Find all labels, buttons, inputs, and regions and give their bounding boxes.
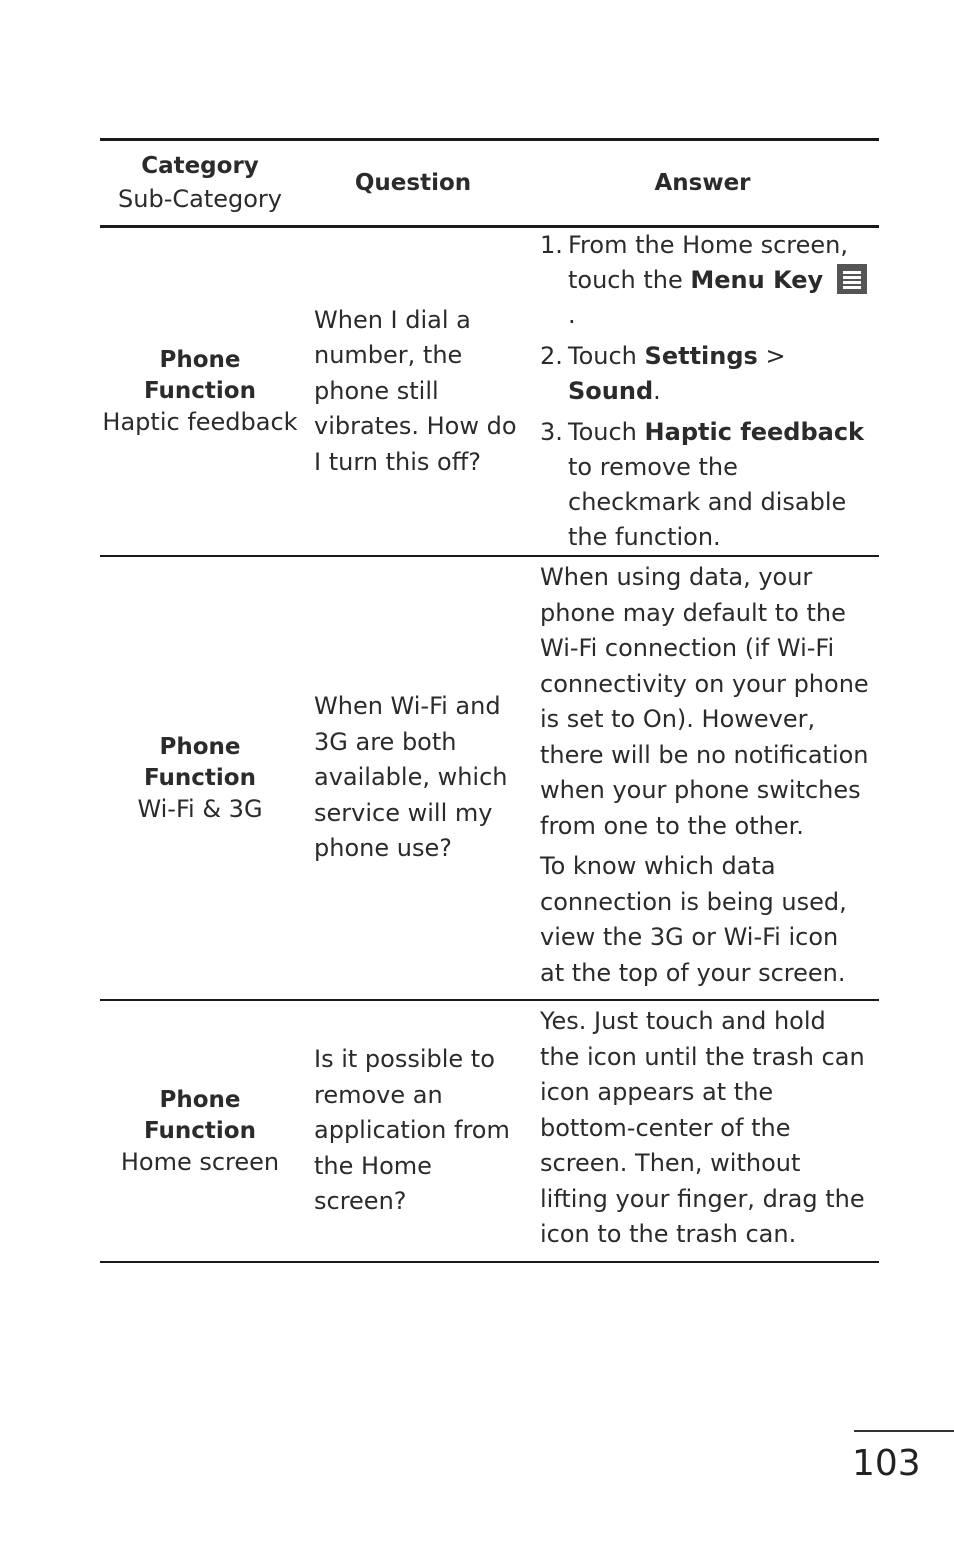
step-bold-term: Menu Key	[690, 266, 824, 294]
category-name: Phone Function	[143, 733, 256, 791]
step-separator: >	[765, 342, 786, 370]
header-category-label: Category	[141, 153, 259, 179]
category-name: Phone Function	[143, 1086, 256, 1144]
table-header	[100, 140, 879, 227]
question-cell: When I dial a number, the phone still vibrates. How do I turn this off?	[314, 305, 517, 476]
step-bold-term: Haptic feedback	[644, 418, 865, 446]
page-number-rule	[854, 1430, 954, 1432]
header-question: Question	[354, 170, 472, 196]
sub-category-name: Haptic feedback	[102, 408, 298, 436]
step-bold-term: Sound	[568, 377, 654, 405]
step-text: Touch	[568, 418, 637, 446]
category-cell	[100, 227, 300, 557]
answer-paragraph: Yes. Just touch and hold the icon until the trash can icon appears at the bottom-center of the screen. Then, without lifting your finger, drag the icon to the trash can.	[540, 1007, 865, 1249]
step-text: From the Home screen, touch the	[568, 231, 849, 294]
menu-key-icon	[837, 264, 867, 294]
step-number: 1.	[540, 231, 563, 259]
answer-steps	[540, 228, 869, 555]
step-after: .	[653, 377, 661, 405]
step-after: .	[568, 301, 576, 329]
answer-paragraph: When using data, your phone may default to the Wi-Fi connection (if Wi-Fi connectivity on your phone is set to On). However, there will be no notification when your phone switches from one to the other.	[540, 563, 869, 840]
step-text: Touch	[568, 342, 637, 370]
question-cell: Is it possible to remove an application from the Home screen?	[314, 1045, 510, 1216]
header-category	[100, 140, 300, 227]
answer-cell	[526, 1000, 879, 1262]
category-cell	[100, 1000, 300, 1262]
step-bold-term: Settings	[644, 342, 758, 370]
page-number: 103	[852, 1443, 921, 1484]
step-number: 2.	[540, 342, 563, 370]
category-cell	[100, 556, 300, 1000]
sub-category-name: Wi-Fi & 3G	[137, 794, 263, 823]
table-row	[100, 227, 879, 557]
table-row	[100, 1000, 879, 1262]
answer-cell	[526, 227, 879, 557]
faq-table	[100, 138, 879, 1263]
header-sub-category-label: Sub-Category	[118, 185, 282, 213]
answer-paragraph: To know which data connection is being used, view the 3G or Wi-Fi icon at the top of your screen.	[540, 852, 847, 987]
sub-category-name: Home screen	[120, 1147, 280, 1176]
answer-step	[540, 339, 869, 409]
step-after: to remove the checkmark and disable the function.	[568, 453, 847, 551]
table-row	[100, 556, 879, 1000]
category-name: Phone Function	[143, 347, 256, 404]
answer-step	[540, 415, 869, 555]
answer-step	[540, 228, 869, 333]
header-answer: Answer	[654, 170, 751, 196]
question-cell: When Wi-Fi and 3G are both available, which service will my phone use?	[314, 692, 508, 863]
step-number: 3.	[540, 418, 563, 446]
answer-cell	[526, 556, 879, 1000]
